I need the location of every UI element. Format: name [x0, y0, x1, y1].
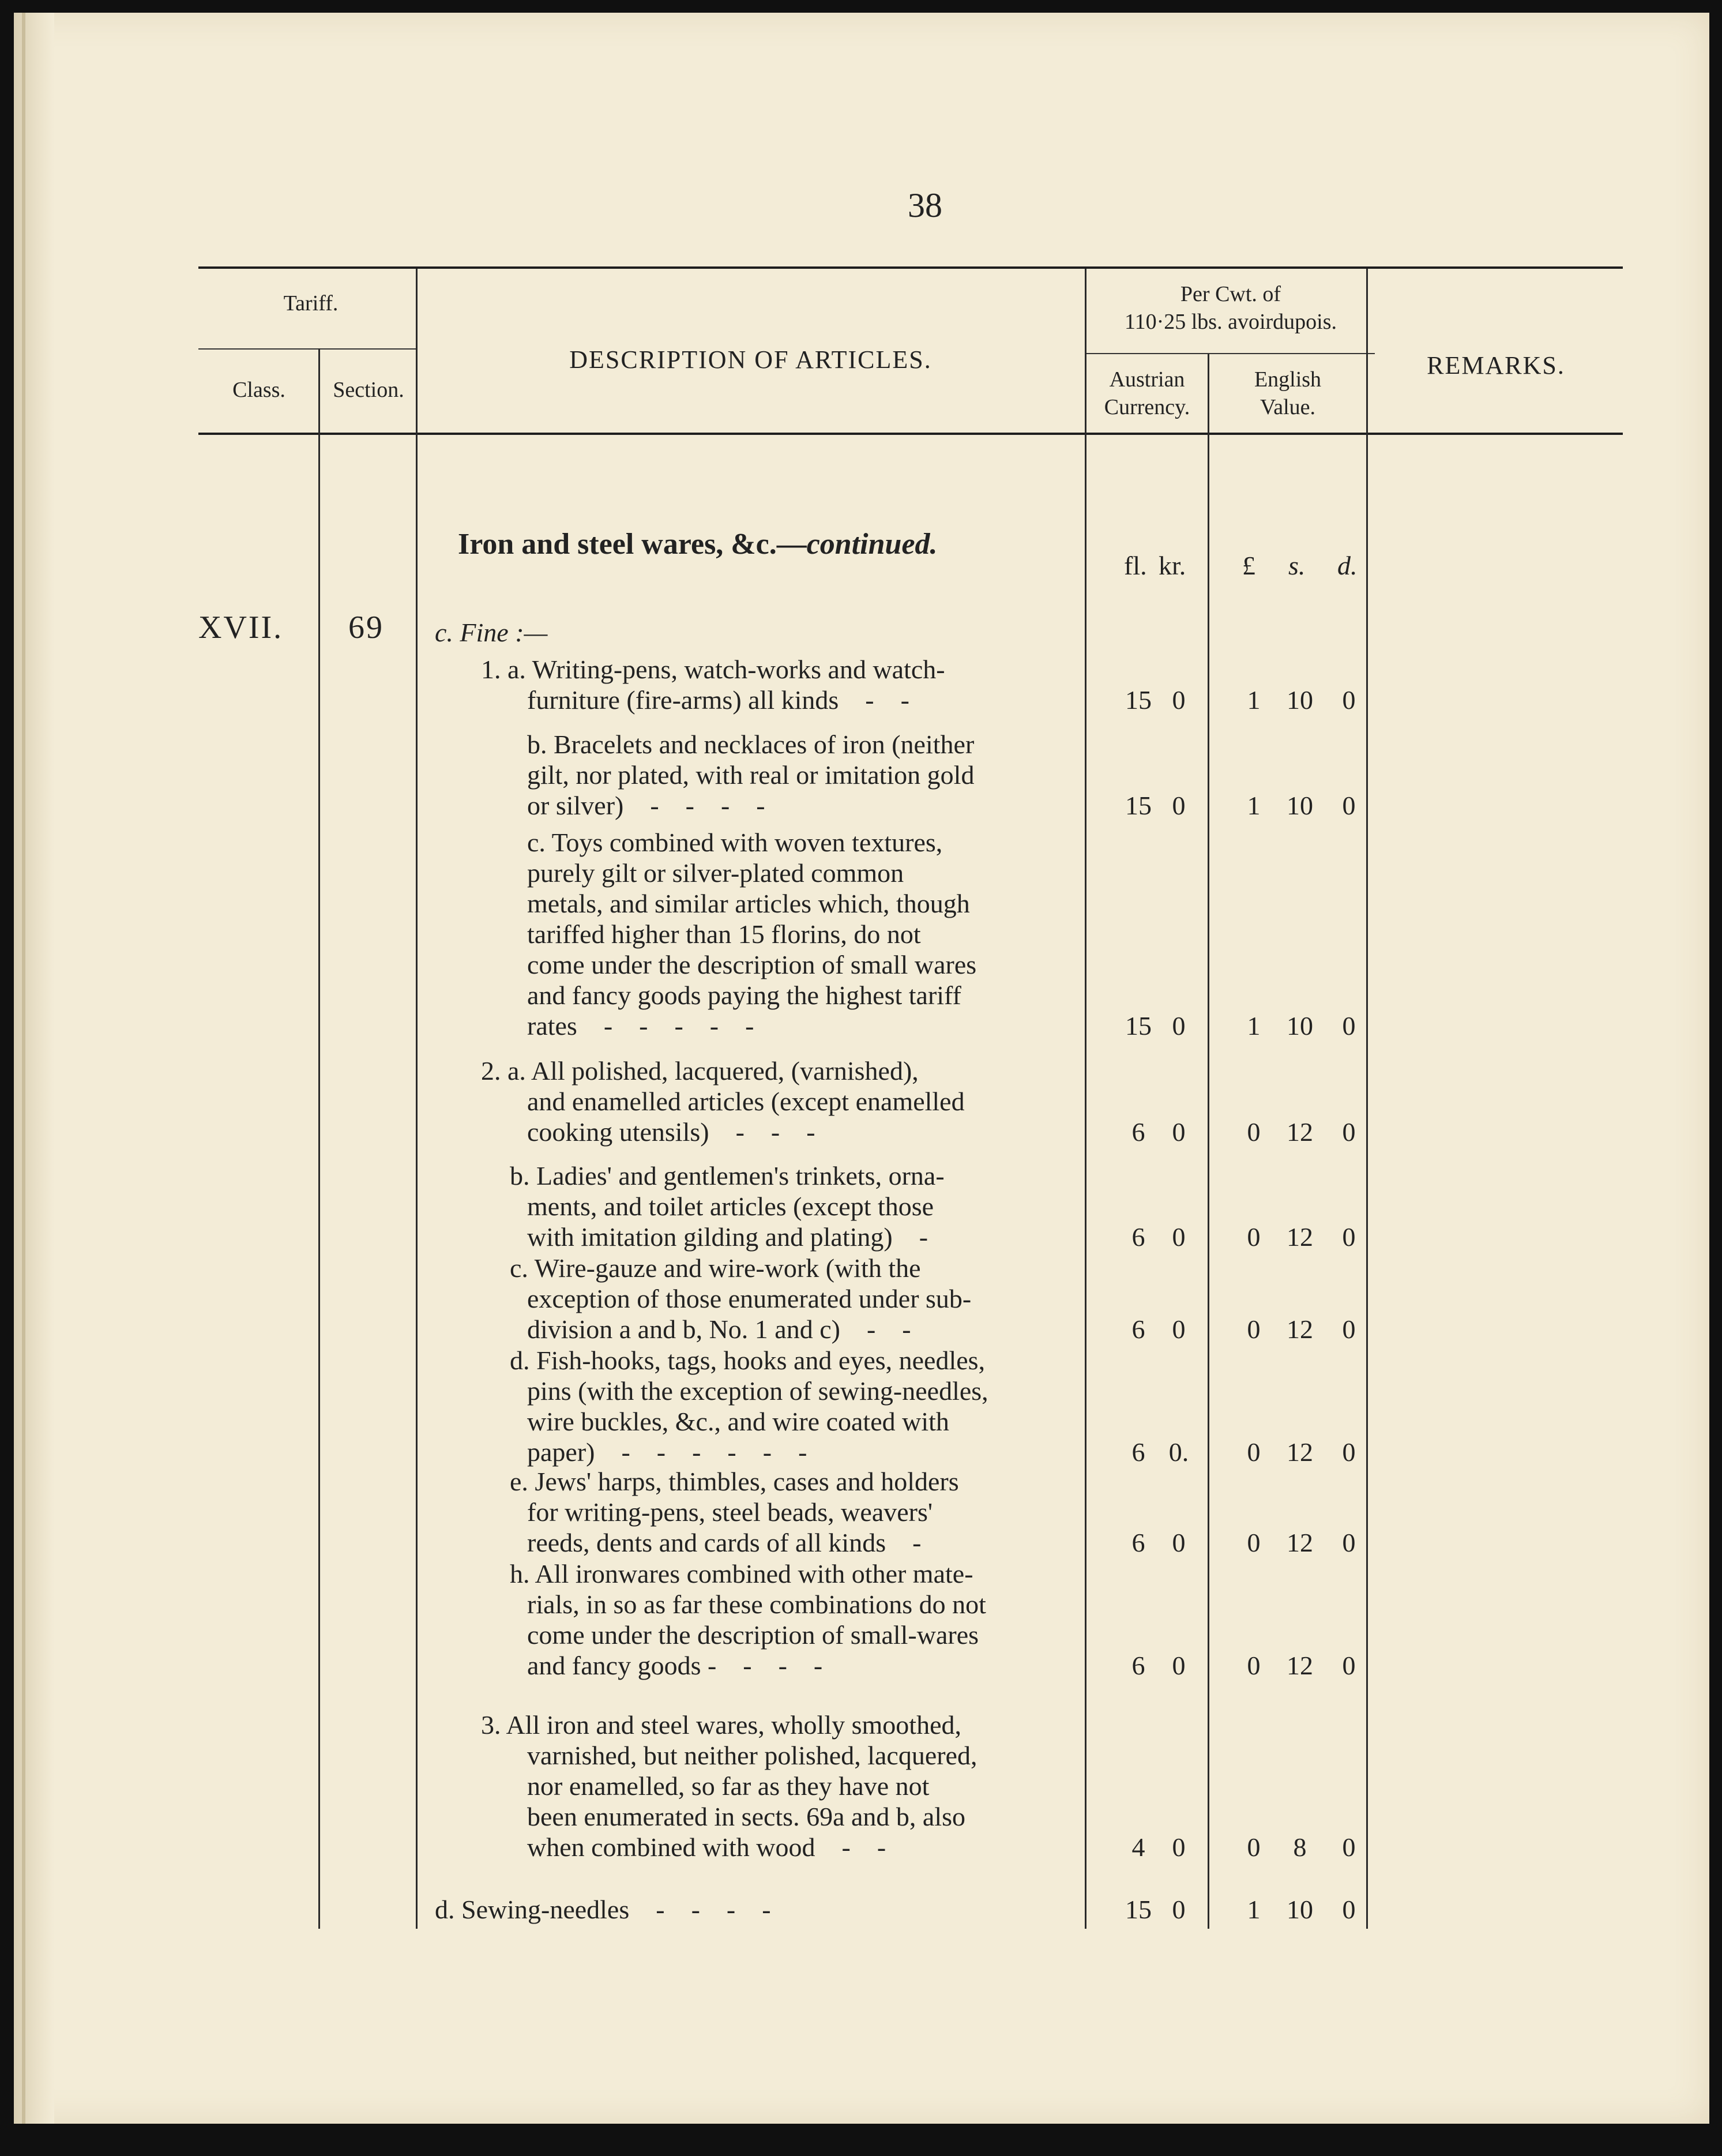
- item-line: ments, and toilet articles (except those: [527, 1192, 934, 1221]
- book-spine: [14, 13, 54, 2124]
- book-page: [14, 13, 1709, 2124]
- item-line: been enumerated in sects. 69a and b, also: [527, 1802, 966, 1831]
- pence-value: 0: [1342, 1314, 1356, 1344]
- item-line: h. All ironwares combined with other mate-: [510, 1559, 973, 1588]
- item-line: b. Ladies' and gentlemen's trinkets, orna-: [510, 1161, 945, 1190]
- item-line: or silver) - - - -: [527, 791, 765, 820]
- pound-value: 1: [1247, 685, 1261, 715]
- shilling-value: 10: [1287, 1895, 1313, 1924]
- pound-value: 1: [1247, 791, 1261, 820]
- item-line: with imitation gilding and plating) -: [527, 1222, 928, 1252]
- section-value: 69: [348, 610, 384, 645]
- per-cwt-line1: Per Cwt. of: [1180, 282, 1281, 306]
- shilling-value: 12: [1287, 1117, 1313, 1147]
- item-line: pins (with the exception of sewing-needles,: [527, 1376, 988, 1406]
- tariff-header: Tariff.: [283, 291, 339, 315]
- fl-unit: fl.: [1124, 551, 1147, 580]
- pence-value: 0: [1342, 1651, 1356, 1680]
- shilling-value: 12: [1287, 1314, 1313, 1344]
- section-desc-divider: [416, 269, 418, 1929]
- subsection-c: [435, 617, 547, 648]
- shilling-value: 10: [1287, 1011, 1313, 1041]
- pound-value: 0: [1247, 1651, 1261, 1680]
- shilling-value: 10: [1287, 791, 1313, 820]
- item-line: when combined with wood - -: [527, 1832, 886, 1862]
- shilling-unit: s.: [1288, 551, 1306, 580]
- desc-austrian-divider: [1085, 269, 1086, 1929]
- item-line: rials, in so as far these combinations do not: [527, 1590, 986, 1619]
- kr-unit: kr.: [1159, 551, 1186, 580]
- subsection-c-letter: c.: [435, 618, 453, 647]
- austrian-english-divider: [1208, 354, 1209, 1929]
- pound-value: 0: [1247, 1222, 1261, 1252]
- item-line: tariffed higher than 15 florins, do not: [527, 919, 921, 949]
- item-line: 3. All iron and steel wares, wholly smoothed,: [481, 1710, 961, 1740]
- item-line: paper) - - - - - -: [527, 1437, 807, 1467]
- item-line: division a and b, No. 1 and c) - -: [527, 1314, 911, 1344]
- shilling-value: 12: [1287, 1222, 1313, 1252]
- shilling-value: 12: [1287, 1651, 1313, 1680]
- item-line: exception of those enumerated under sub-: [527, 1284, 972, 1313]
- pence-value: 0: [1342, 1528, 1356, 1557]
- shilling-value: 12: [1287, 1528, 1313, 1557]
- item-line: varnished, but neither polished, lacquered,: [527, 1741, 977, 1770]
- per-cwt-split-rule: [1086, 353, 1375, 354]
- item-line: 2. a. All polished, lacquered, (varnished),: [481, 1056, 919, 1085]
- kr-value: 0.: [1168, 1437, 1189, 1467]
- top-rule: [198, 266, 1623, 269]
- section-heading: [458, 527, 938, 561]
- kr-value: 0: [1172, 1314, 1186, 1344]
- pence-value: 0: [1342, 1117, 1356, 1147]
- item-line: furniture (fire-arms) all kinds - -: [527, 685, 909, 715]
- pound-value: 0: [1247, 1832, 1261, 1862]
- fl-value: 15: [1125, 1895, 1152, 1924]
- item-line: metals, and similar articles which, though: [527, 889, 970, 918]
- description-header: DESCRIPTION OF ARTICLES.: [569, 345, 932, 374]
- pound-value: 1: [1247, 1895, 1261, 1924]
- item-line: and fancy goods paying the highest tariff: [527, 981, 961, 1010]
- pound-value: 0: [1247, 1314, 1261, 1344]
- fl-value: 15: [1125, 1011, 1152, 1041]
- fl-value: 6: [1131, 1528, 1145, 1557]
- section-heading-continued: continued.: [806, 528, 938, 561]
- item-line: purely gilt or silver-plated common: [527, 858, 904, 888]
- item-line: and enamelled articles (except enamelled: [527, 1087, 965, 1116]
- pence-value: 0: [1342, 1895, 1356, 1924]
- per-cwt-line2: 110·25 lbs. avoirdupois.: [1124, 310, 1337, 334]
- english-line1: English: [1254, 367, 1322, 392]
- class-value: XVII.: [198, 610, 284, 645]
- english-remarks-divider-body: [1366, 435, 1368, 1929]
- kr-value: 0: [1172, 1832, 1186, 1862]
- item-line: e. Jews' harps, thimbles, cases and holders: [510, 1467, 959, 1496]
- class-section-divider: [318, 348, 320, 1929]
- pound-value: 0: [1247, 1528, 1261, 1557]
- pence-unit: d.: [1337, 551, 1358, 580]
- item-line: d. Sewing-needles - - - -: [435, 1895, 771, 1924]
- item-line: rates - - - - -: [527, 1011, 754, 1041]
- austrian-line1: Austrian: [1109, 367, 1185, 392]
- kr-value: 0: [1172, 1528, 1186, 1557]
- item-line: c. Wire-gauze and wire-work (with the: [510, 1253, 921, 1283]
- pound-value: 0: [1247, 1117, 1261, 1147]
- shilling-value: 10: [1287, 685, 1313, 715]
- item-line: wire buckles, &c., and wire coated with: [527, 1407, 949, 1436]
- item-line: for writing-pens, steel beads, weavers': [527, 1497, 933, 1527]
- kr-value: 0: [1172, 1651, 1186, 1680]
- austrian-line2: Currency.: [1104, 395, 1190, 419]
- pence-value: 0: [1342, 1437, 1356, 1467]
- fl-value: 6: [1131, 1222, 1145, 1252]
- kr-value: 0: [1172, 1011, 1186, 1041]
- fl-value: 6: [1131, 1314, 1145, 1344]
- kr-value: 0: [1172, 685, 1186, 715]
- item-line: cooking utensils) - - -: [527, 1117, 815, 1147]
- kr-value: 0: [1172, 791, 1186, 820]
- item-line: c. Toys combined with woven textures,: [527, 828, 943, 857]
- remarks-header: REMARKS.: [1427, 351, 1565, 380]
- item-line: reeds, dents and cards of all kinds -: [527, 1528, 922, 1557]
- page-number: 38: [908, 186, 942, 224]
- english-line2: Value.: [1259, 395, 1316, 419]
- pound-unit: £: [1242, 551, 1255, 580]
- item-line: b. Bracelets and necklaces of iron (neither: [527, 730, 975, 759]
- tariff-split-rule: [198, 348, 418, 350]
- fl-value: 15: [1125, 791, 1152, 820]
- pence-value: 0: [1342, 1222, 1356, 1252]
- pound-value: 0: [1247, 1437, 1261, 1467]
- subsection-c-label: Fine :—: [460, 618, 548, 647]
- shilling-value: 8: [1293, 1832, 1307, 1862]
- item-line: come under the description of small-wares: [527, 1620, 979, 1650]
- pence-value: 0: [1342, 1832, 1356, 1862]
- fl-value: 4: [1131, 1832, 1145, 1862]
- fl-value: 6: [1131, 1651, 1145, 1680]
- pence-value: 0: [1342, 685, 1356, 715]
- item-line: d. Fish-hooks, tags, hooks and eyes, needles,: [510, 1346, 986, 1375]
- section-heading-title: Iron and steel wares, &c.—: [458, 528, 807, 561]
- pound-value: 1: [1247, 1011, 1261, 1041]
- header-bottom-rule: [198, 433, 1623, 435]
- shilling-value: 12: [1287, 1437, 1313, 1467]
- item-line: gilt, nor plated, with real or imitation gold: [527, 760, 975, 790]
- pence-value: 0: [1342, 1011, 1356, 1041]
- item-line: 1. a. Writing-pens, watch-works and watch-: [481, 655, 945, 684]
- class-header: Class.: [232, 378, 285, 402]
- item-line: come under the description of small wares: [527, 950, 977, 979]
- fl-value: 15: [1125, 685, 1152, 715]
- kr-value: 0: [1172, 1117, 1186, 1147]
- kr-value: 0: [1172, 1895, 1186, 1924]
- pence-value: 0: [1342, 791, 1356, 820]
- fl-value: 6: [1131, 1117, 1145, 1147]
- item-line: nor enamelled, so far as they have not: [527, 1771, 930, 1801]
- kr-value: 0: [1172, 1222, 1186, 1252]
- item-line: and fancy goods - - - -: [527, 1651, 823, 1680]
- fl-value: 6: [1131, 1437, 1145, 1467]
- section-header: Section.: [333, 378, 404, 402]
